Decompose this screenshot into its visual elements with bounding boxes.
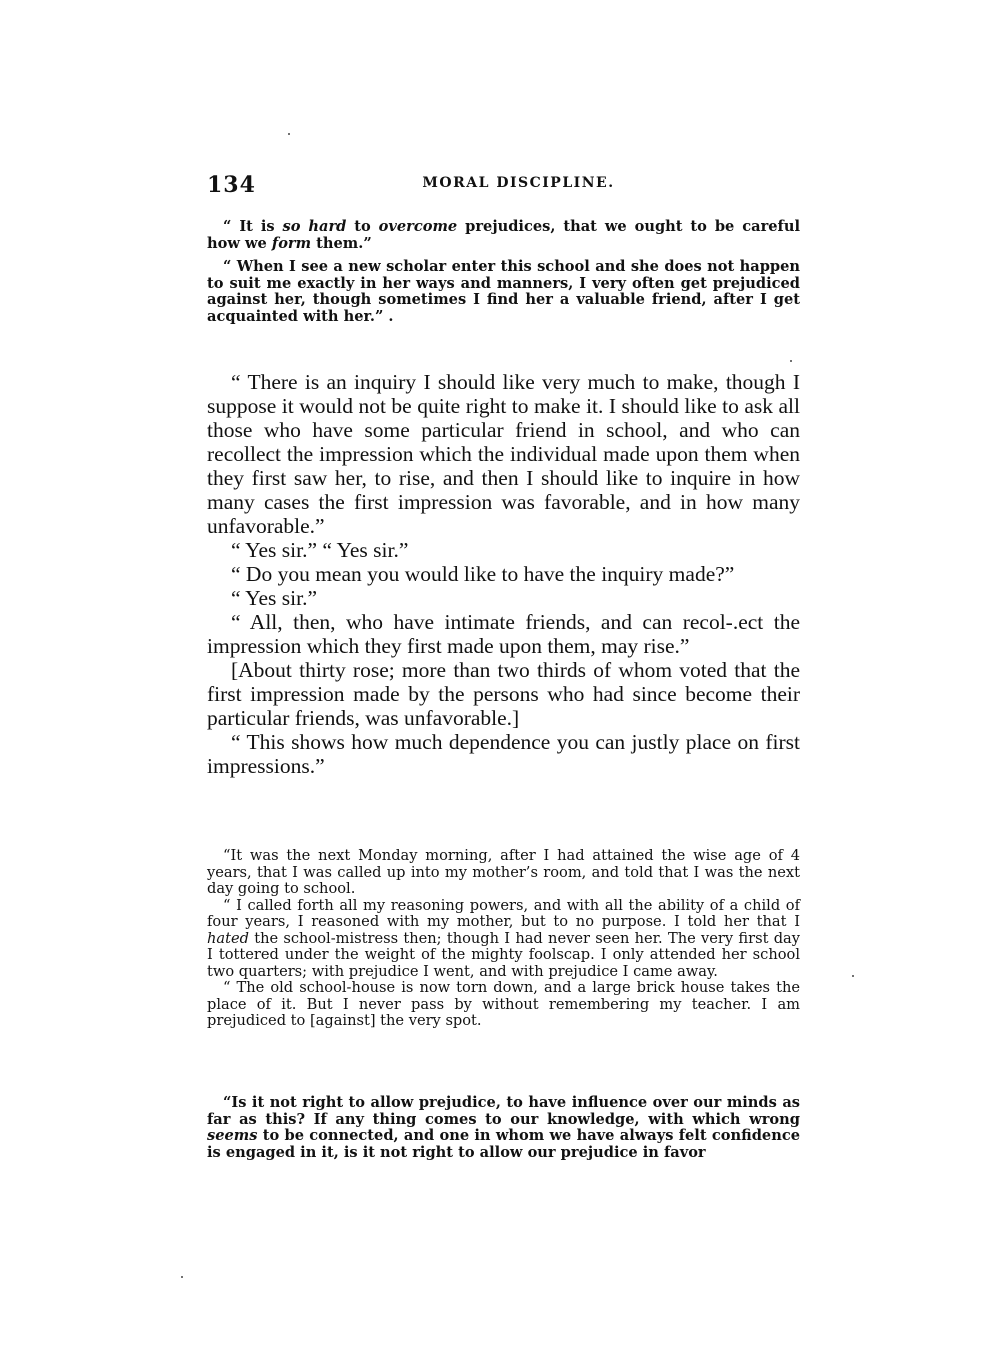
quote-paragraph: “It was the next Monday morning, after I had attained the wise age of 4 years, that I was called up into my mother’s room, and told that I was the next day going to school. xyxy=(207,847,800,897)
main-paragraph: “ Do you mean you would like to have the inquiry made?” xyxy=(231,562,735,586)
main-paragraph: “ There is an inquiry I should like very much to make, though I suppose it would not be quite right to make it. I should like to ask all those who have some particular friend in school, and who can recollect the impression which the individual made upon them when they first saw her, to rise, and then I should like to inquire in how many cases the first impression was favorable, and in how many unfavorable.” xyxy=(207,370,800,538)
scan-speck xyxy=(288,133,290,135)
main-paragraph: “ All, then, who have intimate friends, and can recol-.ect the impression which they first made upon them, may rise.” xyxy=(207,610,800,658)
scan-speck xyxy=(181,1276,183,1278)
running-title: MORAL DISCIPLINE. xyxy=(422,175,615,191)
page-header xyxy=(207,172,800,196)
main-paragraph: “ Yes sir.” xyxy=(231,586,318,610)
main-paragraph: “ This shows how much dependence you can justly place on first impressions.” xyxy=(207,730,800,778)
quote-paragraph: “Is it not right to allow prejudice, to have influence over our minds as far as this? If any thing comes to our knowledge, with which wrong seems to be connected, and one in whom we have always felt confidence is engaged in it, is it not right to allow our prejudice in favor xyxy=(207,1094,800,1161)
quote-paragraph: “ I called forth all my reasoning powers, and with all the ability of a child of four years, I reasoned with my mother, but to no purpose. I told her that I hated the school-mistress then; though I had never seen her. The very first day I tottered under the weight of the mighty foolscap. I only attended her school two quarters; with prejudice I went, and with prejudice I came away. xyxy=(207,896,800,980)
quote-block-question xyxy=(207,1095,800,1161)
scan-speck xyxy=(790,360,792,362)
main-paragraph: “ Yes sir.” “ Yes sir.” xyxy=(231,538,409,562)
quote-paragraph: “ It is so hard to overcome prejudices, that we ought to be careful how we form them.” xyxy=(207,218,800,252)
scan-speck xyxy=(852,975,854,977)
quote-block-school-memory xyxy=(207,848,800,1030)
quote-paragraph: “ When I see a new scholar enter this school and she does not happen to suit me exactly in her ways and manners, I very often get prejudiced against her, though sometimes I find her a valuable friend, after I get acquainted with her.” . xyxy=(207,258,800,325)
main-text xyxy=(207,370,800,778)
quote-block-prejudice xyxy=(207,219,800,325)
page-number: 134 xyxy=(207,172,256,198)
main-paragraph: [About thirty rose; more than two thirds of whom voted that the first impression made by the persons who had since become their particular friends, was unfavorable.] xyxy=(207,658,800,730)
quote-paragraph: “ The old school-house is now torn down, and a large brick house takes the place of it. But I never pass by without remembering my teacher. I am prejudiced to [against] the very spot. xyxy=(207,979,800,1029)
